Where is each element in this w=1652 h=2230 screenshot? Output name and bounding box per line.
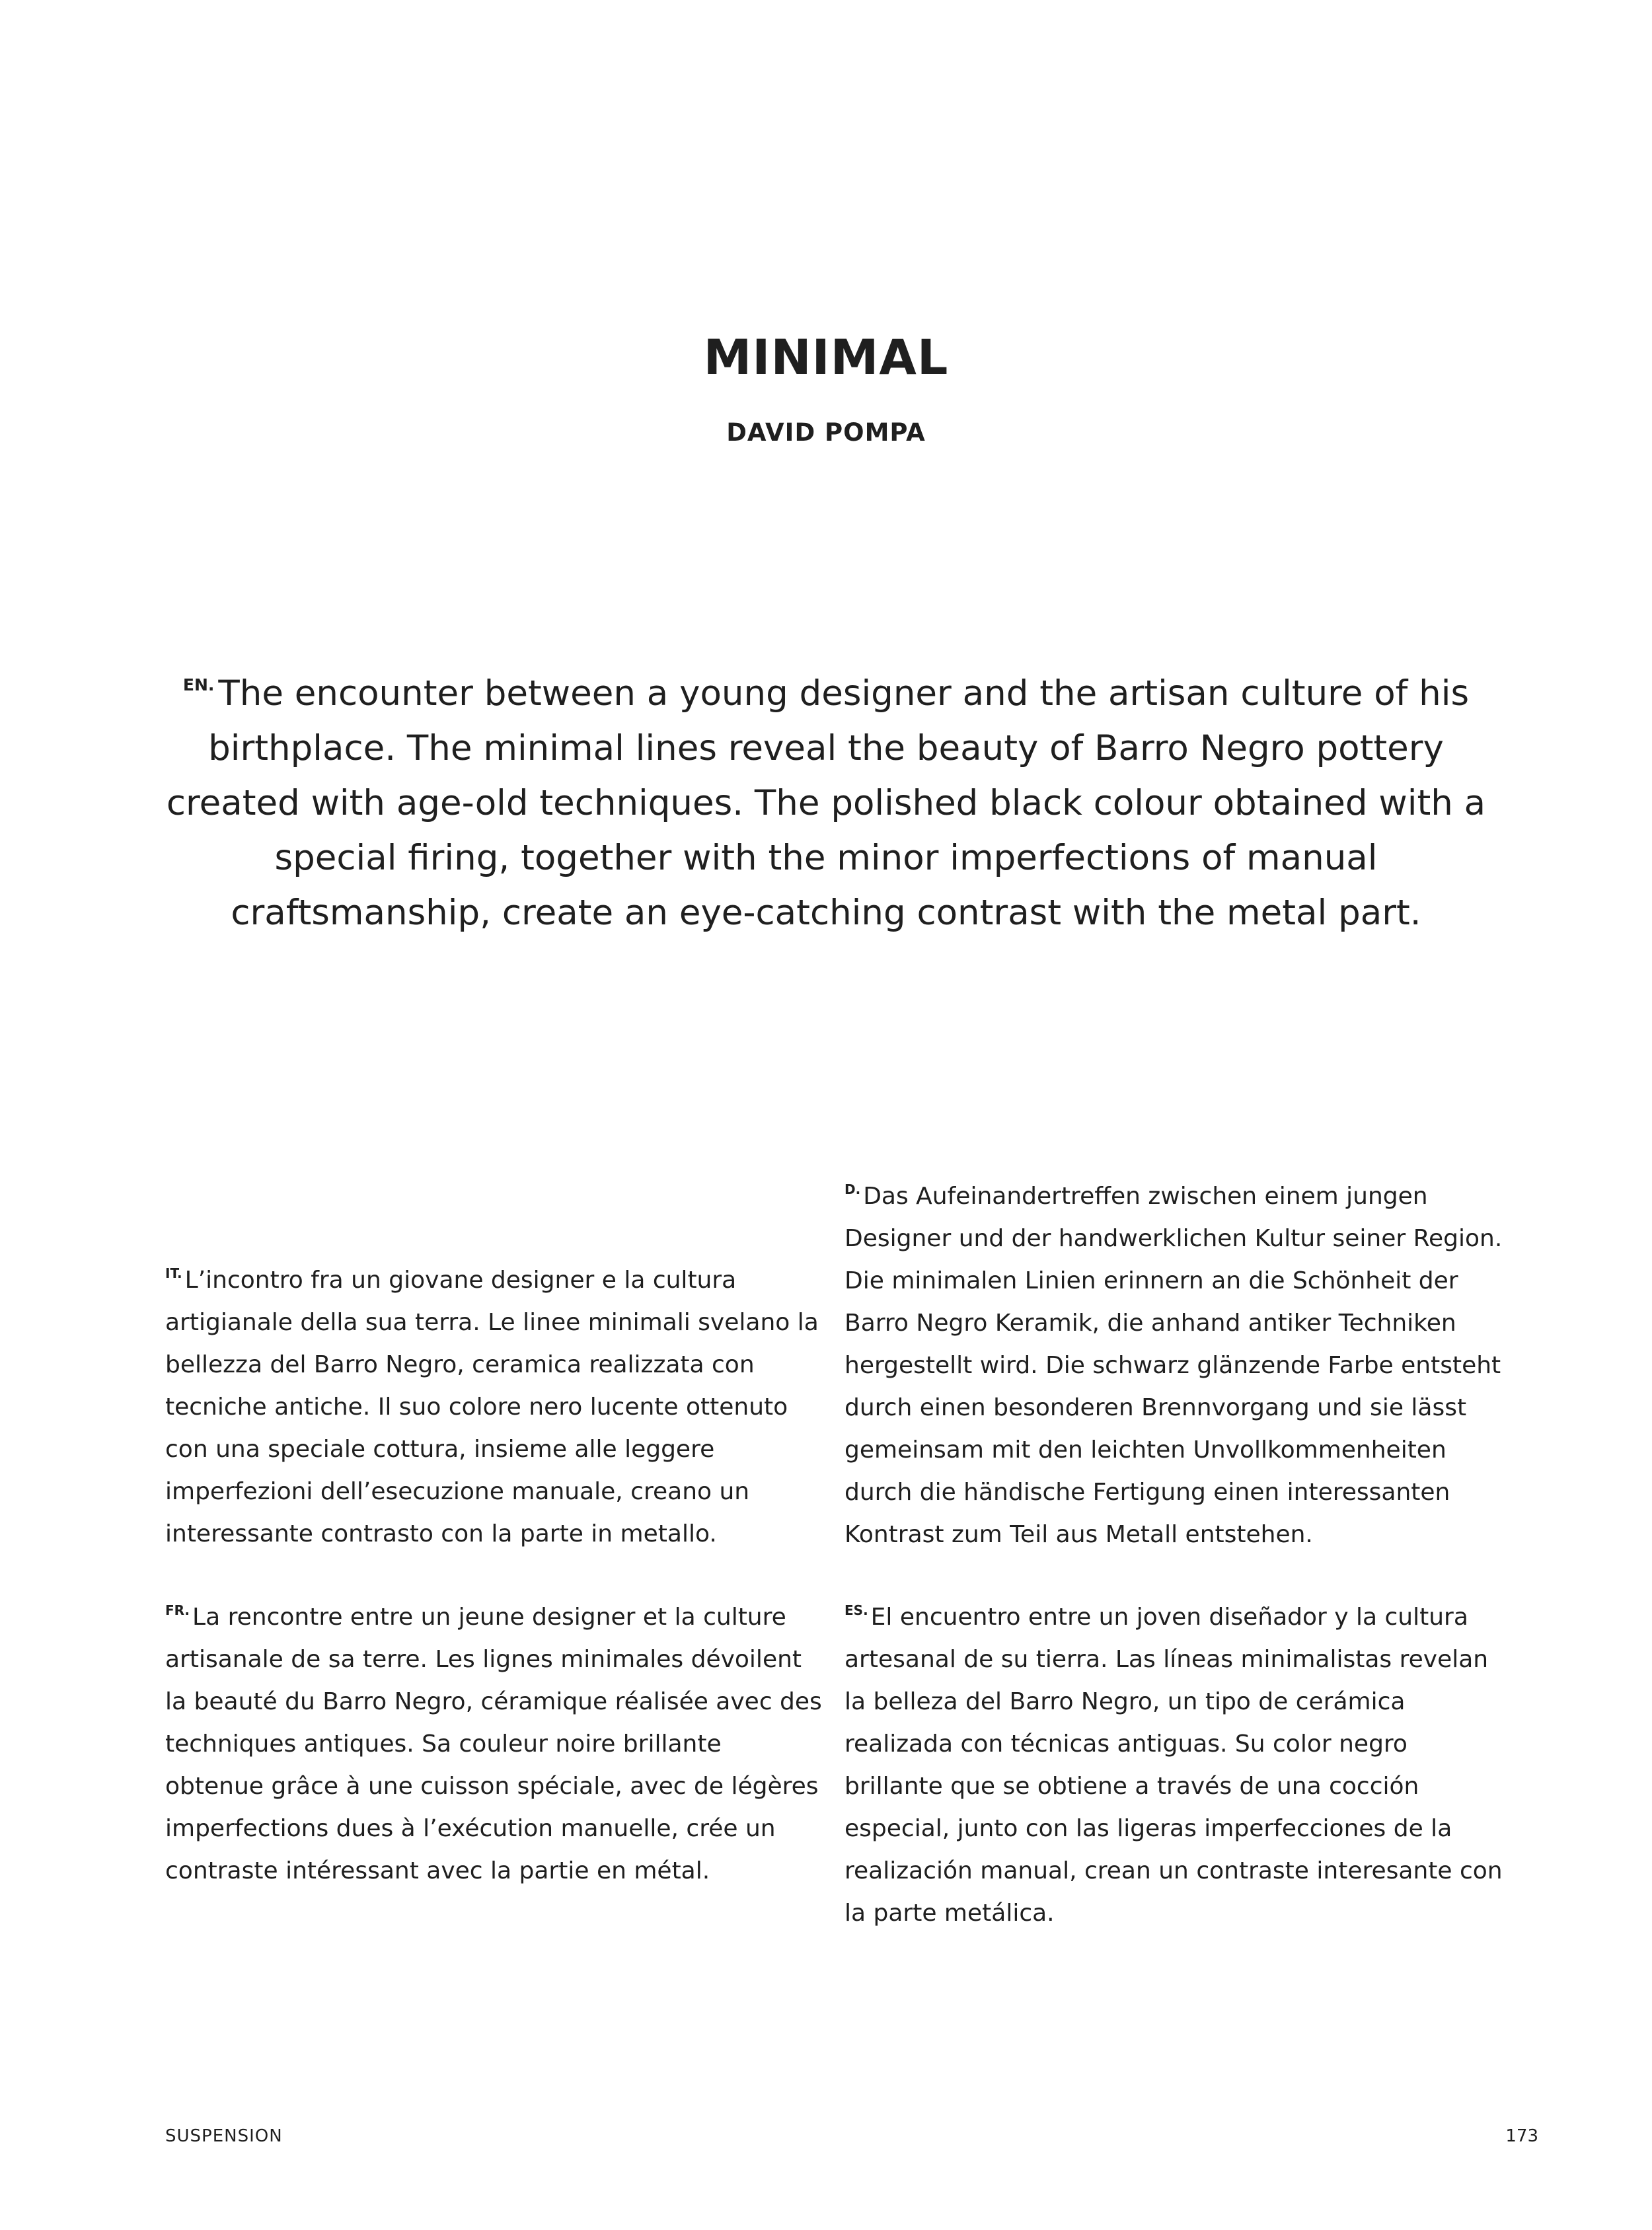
footer-section-label: SUSPENSION xyxy=(165,2126,283,2146)
paragraph-spanish xyxy=(845,1596,1505,1935)
lang-tag-es: ES. xyxy=(845,1602,868,1618)
paragraph-french-text: La rencontre entre un jeune designer et la culture artisanale de sa terre. Les lignes minimales dévoilent la beauté du Barro Negro, céramique réalisée avec des techniques antiques. Sa couleur noire brillante obtenue grâce à une cuisson spéciale, avec de légères imperfections dues à l’exécution manuelle, crée un contraste intéressant avec la partie en métal. xyxy=(165,1604,822,1884)
paragraph-german xyxy=(845,1175,1505,1556)
paragraph-italian-text: L’incontro fra un giovane designer e la cultura artigianale della sua terra. Le linee minimali svelano la bellezza del Barro Negro, ceramica realizzata con tecniche antiche. Il suo colore nero lucente ottenuto con una speciale cottura, insieme alle leggere imperfezioni dell’esecuzione manuale, creano un interessante contrasto con la parte in metallo. xyxy=(165,1267,819,1547)
intro-text: The encounter between a young designer and the artisan culture of his birthplace. The minimal lines reveal the beauty of Barro Negro pottery created with age-old techniques. The polished black colour obtained with a special firing, together with the minor imperfections of manual craftsmanship, create an eye-catching contrast with the metal part. xyxy=(166,673,1486,933)
intro-english xyxy=(145,666,1507,940)
lang-tag-fr: FR. xyxy=(165,1602,190,1618)
page-title: MINIMAL xyxy=(703,330,949,386)
author-name: DAVID POMPA xyxy=(726,418,926,447)
paragraph-spanish-text: El encuentro entre un joven diseñador y la cultura artesanal de su tierra. Las líneas minimalistas revelan la belleza del Barro Negro, un tipo de cerámica realizada con técnicas antiguas. Su color negro brillante que se obtiene a través de una cocción especial, junto con las ligeras imperfecciones de la realización manual, crean un contraste interesante con la parte metálica. xyxy=(845,1604,1503,1927)
paragraph-german-text: Das Aufeinandertreffen zwischen einem jungen Designer und der handwerklichen Kultur seiner Region. Die minimalen Linien erinnern an die Schönheit der Barro Negro Keramik, die anhand antiker Techniken hergestellt wird. Die schwarz glänzende Farbe entsteht durch einen besonderen Brennvorgang und sie lässt gemeinsam mit den leichten Unvollkommenheiten durch die händische Fertigung einen interessanten Kontrast zum Teil aus Metall entstehen. xyxy=(845,1183,1503,1548)
lang-tag-it: IT. xyxy=(165,1265,182,1281)
paragraph-french xyxy=(165,1596,826,1892)
lang-tag-de: D. xyxy=(845,1181,861,1197)
page-number: 173 xyxy=(1505,2126,1538,2146)
lang-tag-en: EN. xyxy=(182,675,215,694)
paragraph-italian xyxy=(165,1259,826,1555)
